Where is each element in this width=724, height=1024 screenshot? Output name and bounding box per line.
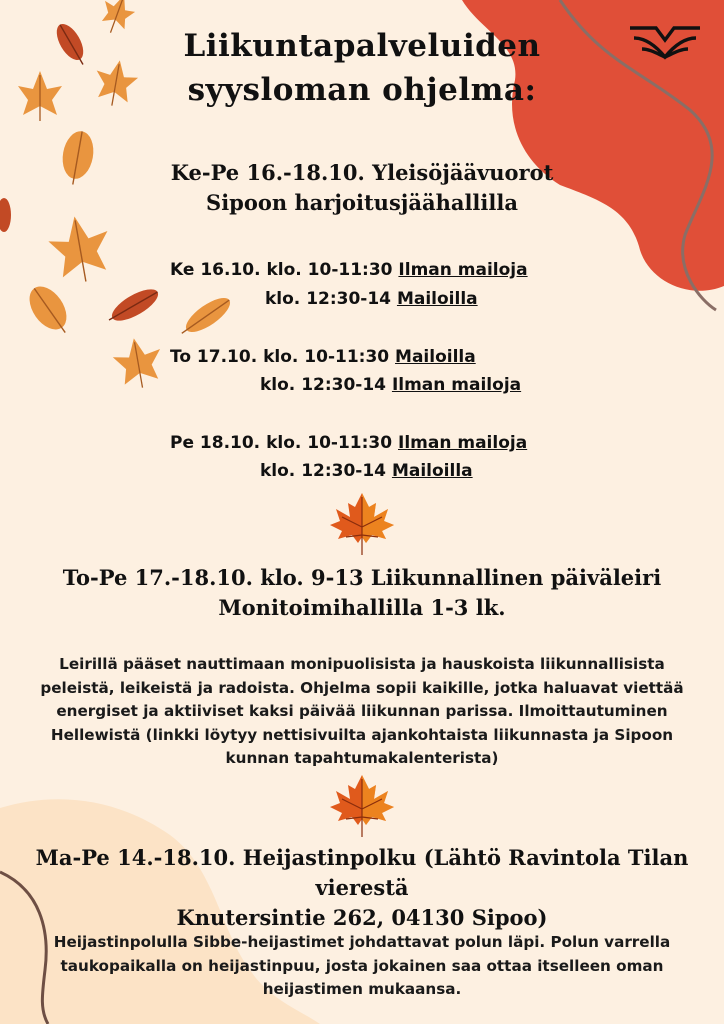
schedule-time: klo. 12:30-14 xyxy=(260,461,387,481)
section-camp-heading-line-2: Monitoimihallilla 1-3 lk. xyxy=(218,595,506,620)
page-title xyxy=(0,24,724,112)
schedule-link[interactable]: Ilman mailoja xyxy=(398,433,528,453)
schedule-link[interactable]: Mailoilla xyxy=(396,289,478,309)
camp-description-line: energiset ja aktiiviset kaksi päivää liikunnan parissa. Ilmoittautuminen xyxy=(56,702,668,720)
schedule-row xyxy=(265,285,478,314)
schedule-day: Pe 18.10. xyxy=(170,433,261,453)
section-camp-heading-line-1: To-Pe 17.-18.10. klo. 9-13 Liikunnallinen päiväleiri xyxy=(62,565,662,590)
title-line-2: syysloman ohjelma: xyxy=(187,72,537,108)
camp-description-line: Hellewistä (linkki löytyy nettisivuilta ajankohtaista liikunnasta ja Sipoon xyxy=(50,725,674,744)
section-ice-heading xyxy=(0,158,724,218)
section-ice-heading-line-2: Sipoon harjoitusjäähallilla xyxy=(206,190,518,215)
schedule-row xyxy=(170,343,476,372)
reflector-description-line: taukopaikalla on heijastinpuu, josta jokainen saa ottaa itselleen oman xyxy=(60,956,664,975)
section-camp-heading xyxy=(0,563,724,623)
schedule-link[interactable]: Mailoilla xyxy=(391,461,473,481)
camp-description-line: Leirillä pääset nauttimaan monipuolisista ja hauskoista liikunnallisista xyxy=(59,655,665,673)
schedule-link[interactable]: Ilman mailoja xyxy=(398,260,528,280)
schedule-row xyxy=(260,371,521,400)
maple-leaf-icon xyxy=(326,772,398,838)
camp-description-line: kunnan tapahtumakalenterista) xyxy=(225,749,499,767)
schedule-row xyxy=(170,429,527,458)
schedule-row xyxy=(170,256,528,285)
section-reflector-heading-line-2: Knutersintie 262, 04130 Sipoo) xyxy=(176,905,548,930)
camp-description-line: peleistä, leikeistä ja radoista. Ohjelma sopii kaikille, jotka haluavat viettää xyxy=(40,678,684,697)
reflector-description xyxy=(30,931,694,1002)
section-reflector-heading xyxy=(0,843,724,933)
schedule-time: klo. 10-11:30 xyxy=(266,260,393,280)
schedule-row xyxy=(260,457,473,486)
reflector-description-line: heijastimen mukaansa. xyxy=(262,980,462,998)
title-line-1: Liikuntapalveluiden xyxy=(183,28,541,64)
camp-description xyxy=(30,653,694,771)
reflector-description-line: Heijastinpolulla Sibbe-heijastimet johdattavat polun läpi. Polun varrella xyxy=(53,933,671,951)
schedule-time: klo. 12:30-14 xyxy=(260,375,387,395)
section-reflector-heading-line-1: Ma-Pe 14.-18.10. Heijastinpolku (Lähtö Ravintola Tilan vierestä xyxy=(35,845,689,900)
maple-leaf-icon xyxy=(326,490,398,556)
schedule-time: klo. 10-11:30 xyxy=(263,347,390,367)
schedule-day: Ke 16.10. xyxy=(170,260,261,280)
schedule-time: klo. 12:30-14 xyxy=(265,289,392,309)
schedule-link[interactable]: Mailoilla xyxy=(395,347,476,367)
schedule-time: klo. 10-11:30 xyxy=(266,433,393,453)
schedule-link[interactable]: Ilman mailoja xyxy=(391,375,522,395)
section-ice-heading-line-1: Ke-Pe 16.-18.10. Yleisöjäävuorot xyxy=(170,160,554,185)
schedule-day: To 17.10. xyxy=(170,347,258,367)
